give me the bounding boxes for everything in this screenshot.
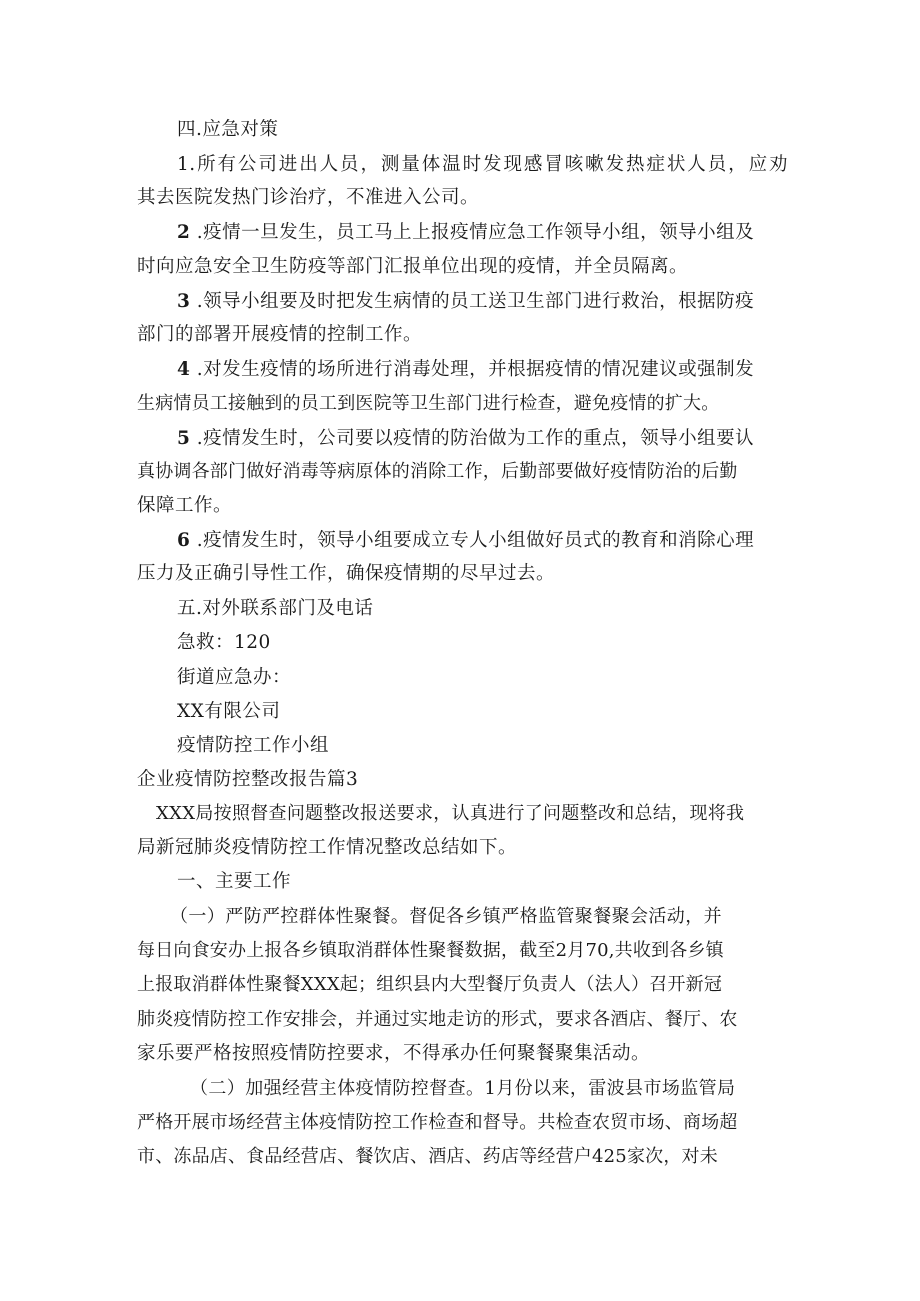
item-3-line-1 <box>177 290 754 314</box>
section-heading-main-work: 一、主要工作 <box>177 871 292 892</box>
para-2-line-3: 市、冻品店、食品经营店、餐饮店、酒店、药店等经营户425家次，对未 <box>137 1146 718 1167</box>
section-heading-emergency: 四.应急对策 <box>177 119 279 140</box>
company-name: XX有限公司 <box>177 701 281 722</box>
para-1-line-3: 上报取消群体性聚餐XXX起；组织县内大型餐厅负责人（法人）召开新冠 <box>137 974 723 995</box>
item-4-line-2: 生病情员工接触到的员工到医院等卫生部门进行检查，避免疫情的扩大。 <box>137 393 720 414</box>
para-2-line-1: （二）加强经营主体疫情防控督查。1月份以来，雷波县市场监管局 <box>190 1078 736 1099</box>
item-6-number: 6 <box>177 530 191 551</box>
item-4-text: .对发生疫情的场所进行消毒处理，并根据疫情的情况建议或强制发 <box>196 359 755 380</box>
working-group: 疫情防控工作小组 <box>177 735 330 756</box>
item-2-number: 2 <box>177 222 191 243</box>
item-6-text: .疫情发生时，领导小组要成立专人小组做好员式的教育和消除心理 <box>196 530 755 551</box>
item-2-line-2: 时向应急安全卫生防疫等部门汇报单位出现的疫情，并全员隔离。 <box>137 256 689 277</box>
report-title: 企业疫情防控整改报告篇3 <box>137 769 359 790</box>
para-1-line-5: 家乐要严格按照疫情防控要求，不得承办任何聚餐聚集活动。 <box>137 1043 651 1064</box>
street-emergency-office: 街道应急办： <box>177 667 292 688</box>
item-5-line-1 <box>177 427 754 451</box>
item-5-line-3: 保障工作。 <box>137 495 233 516</box>
item-5-line-2: 真协调各部门做好消毒等病原体的消除工作，后勤部要做好疫情防治的后勤 <box>137 461 738 482</box>
item-3-number: 3 <box>177 291 191 312</box>
item-6-line-2: 压力及正确引导性工作，确保疫情期的尽早过去。 <box>137 563 556 584</box>
para-1-line-2: 每日向食安办上报各乡镇取消群体性聚餐数据，截至2月70,共收到各乡镇 <box>137 940 724 961</box>
emergency-phone: 急救：120 <box>177 632 271 653</box>
item-4-number: 4 <box>177 359 191 380</box>
intro-line-1: XXX局按照督查问题整改报送要求，认真进行了问题整改和总结，现将我 <box>156 803 745 824</box>
section-heading-contacts: 五.对外联系部门及电话 <box>177 598 374 619</box>
item-3-text: .领导小组要及时把发生病情的员工送卫生部门进行救治，根据防疫 <box>196 291 755 312</box>
item-5-text: .疫情发生时，公司要以疫情的防治做为工作的重点，领导小组要认 <box>196 428 755 449</box>
item-3-line-2: 部门的部署开展疫情的控制工作。 <box>137 324 423 345</box>
para-1-line-4: 肺炎疫情防控工作安排会，并通过实地走访的形式，要求各酒店、餐厅、农 <box>137 1009 738 1030</box>
item-5-number: 5 <box>177 428 191 449</box>
item-1-line-1: 1.所有公司进出人员，测量体温时发现感冒咳嗽发热症状人员，应劝 <box>177 154 788 175</box>
item-1-line-2: 其去医院发热门诊治疗，不准进入公司。 <box>137 187 480 208</box>
item-2-text: .疫情一旦发生，员工马上上报疫情应急工作领导小组，领导小组及 <box>196 222 755 243</box>
para-2-line-2: 严格开展市场经营主体疫情防控工作检查和督导。共检查农贸市场、商场超 <box>137 1112 738 1133</box>
item-4-line-1 <box>177 358 754 382</box>
para-1-line-1: （一）严防严控群体性聚餐。督促各乡镇严格监管聚餐聚会活动，并 <box>170 906 722 927</box>
item-2-line-1 <box>177 221 754 245</box>
item-6-line-1 <box>177 529 754 553</box>
intro-line-2: 局新冠肺炎疫情防控工作情况整改总结如下。 <box>137 837 518 858</box>
